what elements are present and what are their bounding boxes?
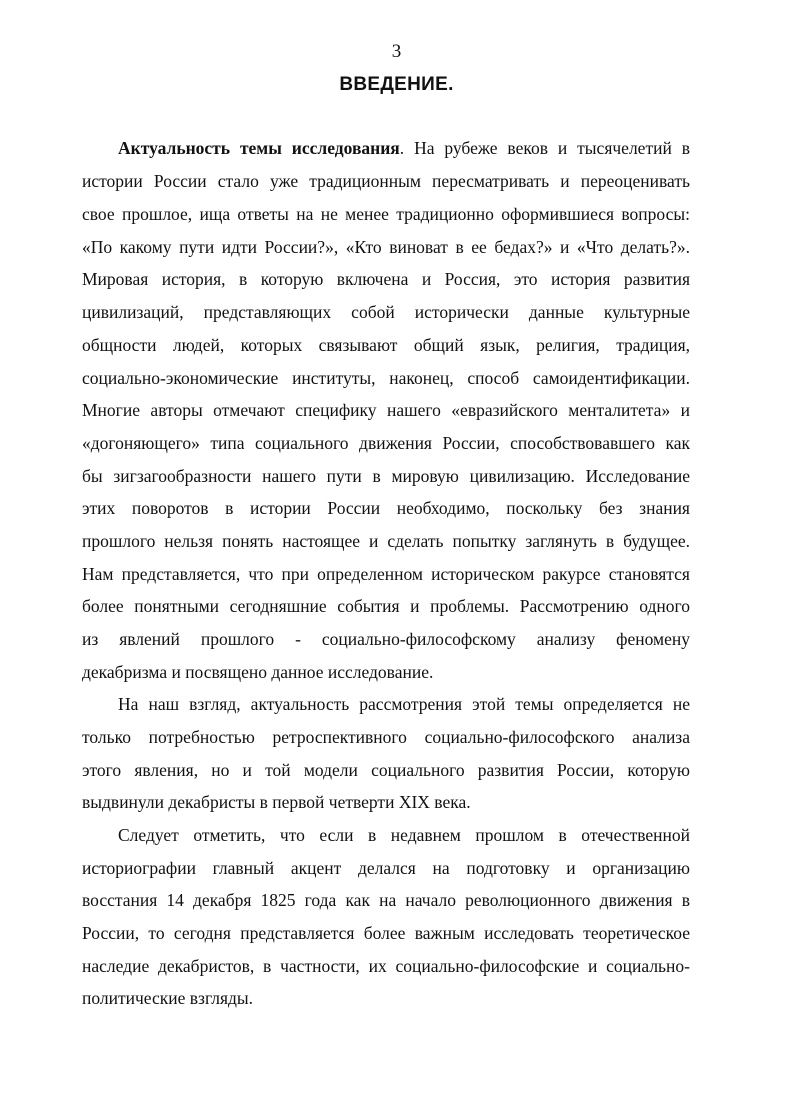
paragraph-1-line-5: Мировая история, в которую включена и Россия, это история развития	[82, 269, 690, 289]
paragraph-1-line-15: более понятными сегодняшние события и проблемы. Рассмотрению одного	[82, 596, 690, 616]
paragraph-line-text: . На рубеже веков и тысячелетий в	[399, 138, 690, 158]
paragraph-1-line-17: декабризма и посвящено данное исследование.	[82, 662, 434, 682]
paragraph-3-line-2: историографии главный акцент делался на подготовку и организацию	[82, 858, 690, 878]
paragraph-1-line-11: бы зигзагообразности нашего пути в мировую цивилизацию. Исследование	[82, 466, 690, 486]
paragraph-3-line-3: восстания 14 декабря 1825 года как на начало революционного движения в	[82, 890, 690, 910]
paragraph-1-line-2: истории России стало уже традиционным пересматривать и переоценивать	[82, 171, 690, 191]
paragraph-1-line-13: прошлого нельзя понять настоящее и сделать попытку заглянуть в будущее.	[82, 531, 690, 551]
paragraph-1-line-14: Нам представляется, что при определенном историческом ракурсе становятся	[82, 564, 690, 584]
paragraph-1-line-6: цивилизаций, представляющих собой исторически данные культурные	[82, 302, 690, 322]
paragraph-1-line-3: свое прошлое, ища ответы на не менее традиционно оформившиеся вопросы:	[82, 204, 690, 224]
paragraph-3-line-4: России, то сегодня представляется более важным исследовать теоретическое	[82, 923, 690, 943]
paragraph-1-line-1	[118, 136, 690, 160]
page-number: 3	[391, 41, 402, 62]
paragraph-1-line-16: из явлений прошлого - социально-философскому анализу феномену	[82, 629, 690, 649]
paragraph-3-line-6: политические взгляды.	[82, 988, 254, 1008]
paragraph-2-line-2: только потребностью ретроспективного социально-философского анализа	[82, 727, 690, 747]
paragraph-1-line-9: Многие авторы отмечают специфику нашего «евразийского менталитета» и	[82, 400, 690, 420]
paragraph-2-line-1: На наш взгляд, актуальность рассмотрения этой темы определяется не	[118, 694, 690, 714]
section-heading: ВВЕДЕНИЕ.	[339, 74, 454, 95]
paragraph-2-line-3: этого явления, но и той модели социального развития России, которую	[82, 760, 690, 780]
paragraph-3-line-1: Следует отметить, что если в недавнем прошлом в отечественной	[118, 825, 690, 845]
paragraph-1-line-7: общности людей, которых связывают общий язык, религия, традиция,	[82, 335, 690, 355]
paragraph-3-line-5: наследие декабристов, в частности, их социально-философские и социально-	[82, 956, 690, 976]
paragraph-2-line-4: выдвинули декабристы в первой четверти XIX века.	[82, 792, 471, 812]
paragraph-1-line-8: социально-экономические институты, наконец, способ самоидентификации.	[82, 368, 690, 388]
lead-term: Актуальность темы исследования	[118, 138, 400, 158]
paragraph-1-line-4: «По какому пути идти России?», «Кто виноват в ее бедах?» и «Что делать?».	[82, 237, 690, 257]
paragraph-1-line-12: этих поворотов в истории России необходимо, поскольку без знания	[82, 498, 690, 518]
paragraph-1-line-10: «догоняющего» типа социального движения России, способствовавшего как	[82, 433, 690, 453]
